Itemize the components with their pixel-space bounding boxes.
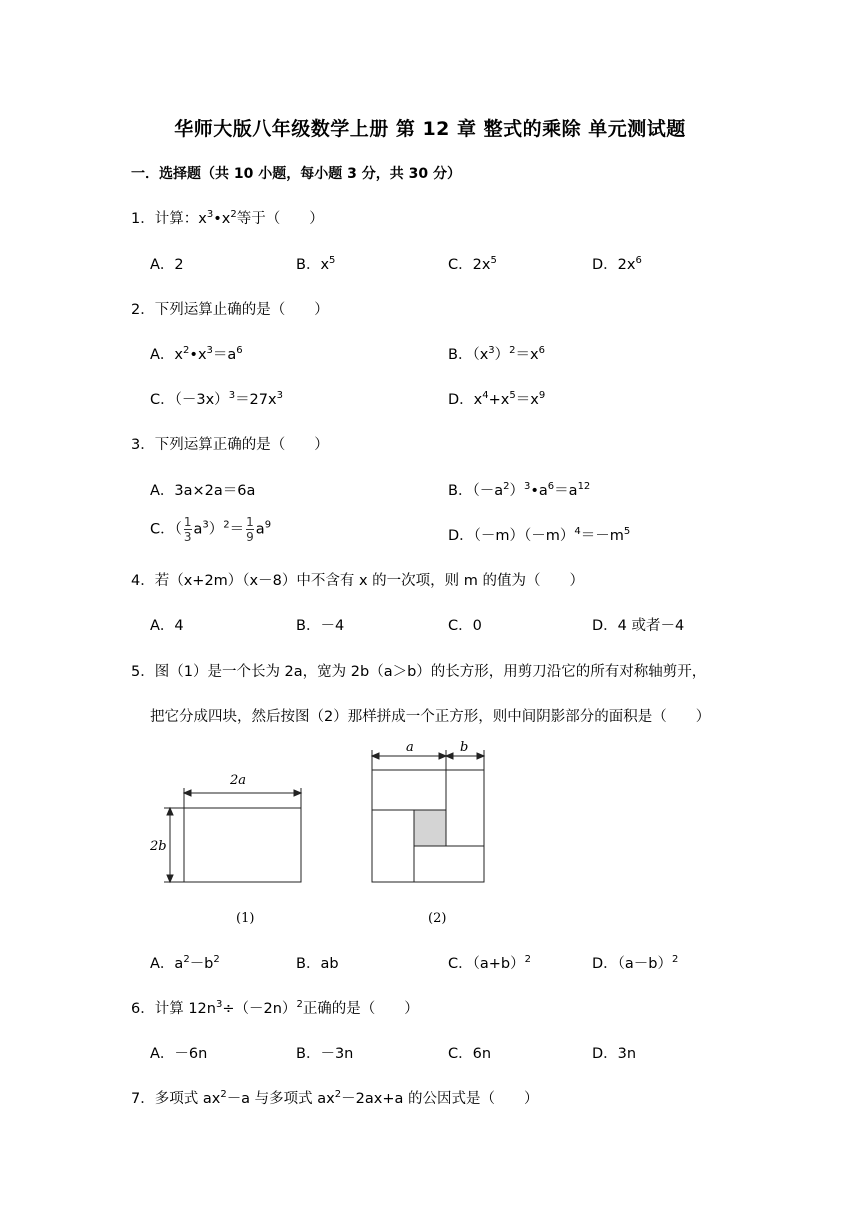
q1-option-a: A．2 [150, 257, 184, 273]
q5-option-a: A．$a^2-b^2$ [150, 954, 220, 972]
q1-option-c: C．$2x^5$ [448, 255, 497, 273]
figure-2 [372, 750, 484, 882]
figure-1-height-label: 2b [150, 839, 167, 854]
section-heading: 一．选择题（共 10 小题，每小题 3 分，共 30 分） [131, 166, 461, 182]
shaded-square [414, 810, 446, 846]
question-7: 7．多项式 $ax^2-a$ 与多项式 $ax^2-2ax+a$ 的公因式是（ ） [131, 1089, 539, 1107]
figure-1 [164, 788, 301, 882]
question-1: 1．计算：$x^3•x^2$等于（ ） [131, 209, 324, 227]
figure-1-caption: (1) [236, 911, 255, 926]
question-6: 6．计算 $12n^3\div(-2n)^2$正确的是（ ） [131, 999, 419, 1017]
rectangle-figures [150, 740, 490, 930]
page-title: 华师大版八年级数学上册 第 12 章 整式的乘除 单元测试题 [174, 118, 686, 140]
q4-option-d: D．4 或者－4 [592, 618, 685, 634]
question-4: 4．若（x+2m）（x－8）中不含有 x 的一次项，则 m 的值为（ ） [131, 573, 585, 589]
q6-option-a: A．－6n [150, 1046, 208, 1062]
q6-option-d: D．3n [592, 1046, 637, 1062]
q3-option-d: D．$(-m)(-m)^4=-m^5$ [448, 526, 631, 544]
q4-option-a: A．4 [150, 618, 184, 634]
question-5-continued: 把它分成四块，然后按图（2）那样拼成一个正方形，则中间阴影部分的面积是（ ） [150, 709, 711, 725]
q2-option-c: C．$(-3x)^3=27x^3$ [150, 390, 283, 408]
q2-option-b: B．$(x^3)^2=x^6$ [448, 345, 545, 363]
fraction: $\frac{1}{3}$ [183, 515, 192, 544]
q3-option-b: B．$(-a^2)^3•a^6=a^{12}$ [448, 481, 591, 499]
q2-option-a: A．$x^2•x^3=a^6$ [150, 345, 243, 363]
q5-option-c: C．$(a+b)^2$ [448, 954, 531, 972]
q3-option-c: C．（ $\frac{1}{3}$ $a^3)^2=$ $\frac{1}{9}$ $a^9$ [150, 515, 272, 544]
figure-2-caption: (2) [428, 911, 447, 926]
q1-option-b: B．$x^5$ [296, 255, 336, 273]
q4-option-c: C．0 [448, 618, 482, 634]
q2-option-d: D．$x^4+x^5=x^9$ [448, 390, 546, 408]
q5-option-b: B．ab [296, 956, 339, 972]
question-5-figures [150, 740, 490, 934]
figure-1-rectangle [184, 808, 301, 882]
q5-option-d: D．$(a-b)^2$ [592, 954, 679, 972]
q6-option-c: C．6n [448, 1046, 492, 1062]
question-2: 2．下列运算止确的是（ ） [131, 302, 329, 318]
figure-2-label-a: a [406, 740, 414, 755]
figure-2-label-b: b [460, 740, 469, 755]
q1-option-d: D．$2x^6$ [592, 255, 642, 273]
question-5: 5．图（1）是一个长为 2a，宽为 2b（a＞b）的长方形，用剪刀沿它的所有对称轴剪开， [131, 664, 707, 680]
q4-option-b: B．－4 [296, 618, 345, 634]
q3-option-a: A．3a×2a＝6a [150, 483, 256, 499]
q6-option-b: B．－3n [296, 1046, 354, 1062]
question-3: 3．下列运算正确的是（ ） [131, 437, 329, 453]
figure-1-width-label: 2a [230, 773, 247, 788]
fraction: $\frac{1}{9}$ [246, 515, 254, 544]
